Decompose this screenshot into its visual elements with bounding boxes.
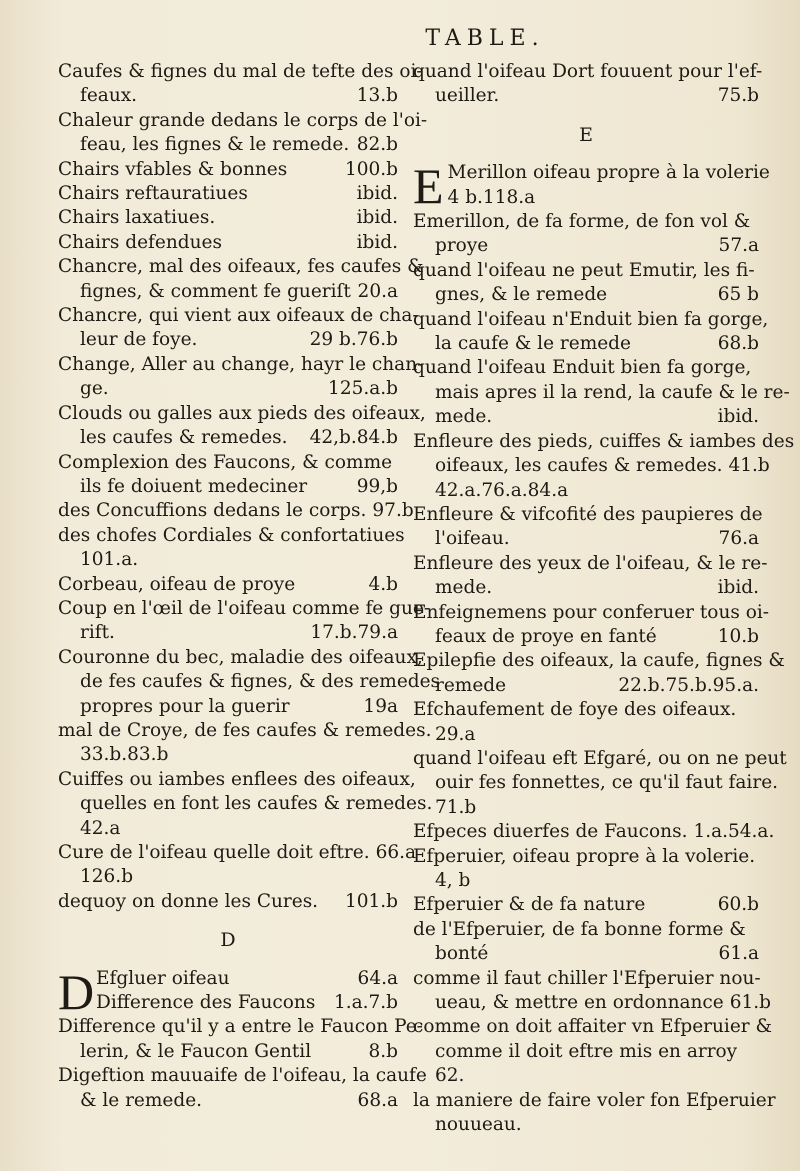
entry-line (448, 161, 776, 185)
entry-text: Emerillon, de fa forme, de fon vol & (413, 211, 751, 233)
entry-continuation-line (413, 869, 759, 893)
right-column (413, 60, 795, 1137)
entry-text: Efgluer oifeau (96, 967, 230, 989)
entry-text: mais apres il la rend, la caufe & le re- (435, 381, 790, 403)
index-entry (413, 747, 787, 820)
drop-cap-e: E (413, 158, 444, 215)
page-reference (761, 967, 767, 991)
entry-line (58, 719, 432, 743)
entry-text: la maniere de faire voler fon Efperuier (413, 1089, 776, 1111)
index-entry (58, 841, 417, 890)
entry-line (413, 356, 759, 380)
index-entry (58, 451, 398, 500)
entry-continuation-line (413, 1040, 759, 1064)
page-reference: 99,b (356, 475, 398, 497)
entry-line (413, 747, 787, 771)
entry-line (413, 820, 775, 844)
index-entry (413, 918, 759, 967)
page-reference: 76.a (718, 528, 759, 550)
entry-text: & le remede. (80, 1089, 203, 1111)
entry-text: Complexion des Faucons, & comme (58, 451, 393, 473)
entry-text: Chairs defendues (58, 231, 222, 253)
page-reference: 10.b (717, 625, 759, 647)
page-reference (767, 552, 773, 576)
page-reference (753, 796, 759, 820)
entry-text: ouir fes fonnettes, ce qu'il faut faire. (435, 772, 779, 794)
entry-continuation-line (413, 381, 790, 405)
page-reference: 65 b (717, 284, 759, 306)
entry-line (413, 918, 759, 942)
section-letter-e: E (579, 123, 593, 146)
entry-text: rift. (80, 622, 115, 644)
page-reference (790, 381, 796, 405)
page-reference (405, 524, 411, 548)
index-entry (413, 210, 759, 259)
entry-text: quelles en font les caufes & remedes. (80, 793, 433, 815)
entry-text: feaux de proye en fanté (435, 625, 657, 647)
index-entry (58, 890, 398, 914)
entry-line (58, 768, 416, 792)
entry-continuation-line (413, 942, 759, 966)
entry-continuation-line (58, 1089, 398, 1113)
entry-line (58, 524, 405, 548)
entry-text: fignes, & comment fe gueriſt (80, 280, 351, 302)
entry-text: 71.b (435, 796, 477, 818)
entry-text: oifeaux, les caufes & remedes. (435, 455, 723, 477)
entry-line (413, 503, 763, 527)
page-reference: 64.a (357, 967, 398, 989)
page-reference (392, 865, 398, 889)
entry-continuation-line (448, 186, 776, 210)
index-entry (58, 304, 419, 353)
index-entry (413, 430, 795, 503)
entry-text: 33.b.83.b (80, 744, 169, 766)
index-entry (96, 967, 398, 991)
entry-text: ueau, & mettre en ordonnance (435, 992, 724, 1014)
page-reference: 68.a (357, 1089, 398, 1111)
entry-text: gnes, & le remede (435, 284, 608, 306)
entry-text: Chairs reftauratiues (58, 183, 248, 205)
entry-continuation-line (413, 479, 759, 503)
entry-line (58, 158, 398, 182)
entry-continuation-line (58, 670, 441, 694)
entry-text: Merillon oifeau propre à la volerie (447, 162, 770, 184)
entry-continuation-line (58, 426, 398, 450)
index-entry (413, 60, 763, 109)
entry-line (413, 845, 759, 869)
entry-text: Efperuier, oifeau propre à la volerie. (413, 845, 756, 867)
entry-continuation-line (58, 328, 398, 352)
entry-text: comme il doit eftre mis en arroy (435, 1040, 738, 1062)
entry-continuation-line (58, 475, 398, 499)
entry-text: quand l'oifeau ne peut Emutir, les fi- (413, 259, 755, 281)
page-reference: 61.a (718, 943, 759, 965)
page-reference (755, 259, 761, 283)
entry-text: des Concuffions dedans le corps. (58, 500, 367, 522)
index-entry (413, 259, 759, 308)
entry-line (58, 1064, 427, 1088)
entry-text: feau, les fignes & le remede. (80, 134, 350, 156)
entry-line (58, 646, 423, 670)
entry-line (413, 308, 769, 332)
entry-text: mede. (435, 406, 493, 428)
entry-text: quand l'oifeau eft Efgaré, ou on ne peut (413, 747, 787, 769)
page-reference (785, 649, 791, 673)
index-entry (58, 353, 424, 402)
entry-text: Cuiffes ou iambes enflees des oifeaux, (58, 768, 416, 790)
entry-line (413, 60, 763, 84)
page-reference (392, 548, 398, 572)
index-entry (413, 1015, 772, 1088)
entry-text: Efpeces diuerfes de Faucons. (413, 821, 688, 843)
page-reference (776, 1089, 782, 1113)
entry-continuation-line (58, 865, 398, 889)
page-reference: 66.a (375, 842, 417, 863)
entry-text: nouueau. (435, 1114, 522, 1136)
index-entry (58, 231, 398, 255)
entry-continuation-line (413, 796, 759, 820)
entry-line (413, 210, 759, 234)
entry-text: 101.a. (80, 549, 139, 571)
entry-text: Couronne du bec, maladie des oifeaux, (58, 646, 423, 668)
page-reference (753, 1113, 759, 1137)
index-entry (413, 356, 790, 429)
entry-text: 29.a (435, 723, 476, 745)
entry-text: Difference des Faucons (96, 992, 316, 1014)
entry-text: quand l'oifeau Enduit bien fa gorge, (413, 357, 752, 379)
page-reference: 61.b (729, 992, 772, 1014)
entry-text: 126.b (80, 866, 134, 888)
page-reference: ibid. (717, 406, 759, 428)
index-entry (58, 524, 405, 573)
entry-line (413, 430, 795, 454)
page-reference: 97.b (372, 500, 414, 522)
page-reference (763, 503, 769, 527)
page-reference: 125.a.b (328, 378, 398, 400)
index-entry (413, 503, 763, 552)
entry-text: lerin, & le Faucon Gentil (80, 1040, 312, 1062)
entry-text: 42.a.76.a.84.a (435, 479, 569, 501)
entry-text: ge. (80, 378, 109, 400)
entry-line (58, 597, 431, 621)
entry-text: des chofes Cordiales & confortatiues (58, 524, 405, 546)
entry-text: bonté (435, 943, 489, 965)
entry-continuation-line (413, 674, 759, 698)
index-entry (58, 499, 414, 523)
page-reference (392, 451, 398, 475)
index-entry (413, 552, 768, 601)
entry-line (58, 109, 428, 133)
entry-text: Corbeau, oifeau de proye (58, 573, 296, 595)
drop-cap-d: D (58, 963, 95, 1020)
entry-text: Efperuier & de fa nature (413, 894, 646, 916)
entry-text: Digeftion mauuaife de l'oifeau, la caufe (58, 1065, 427, 1087)
entry-text: quand l'oifeau Dort fouuent pour l'ef- (413, 61, 763, 82)
entry-text: Efchaufement de foye des oifeaux. (413, 699, 737, 721)
entry-continuation-line (58, 548, 398, 572)
entry-text: Chancre, mal des oifeaux, fes caufes & (58, 256, 424, 278)
entries-e (413, 210, 795, 1137)
running-head: TABLE. (425, 26, 545, 51)
entry-text: ils fe doiuent medeciner (80, 475, 308, 497)
index-entry (413, 698, 759, 747)
entry-text: Enfleure des yeux de l'oifeau, & le re- (413, 552, 768, 574)
entries-e-first (448, 161, 776, 210)
index-entry (58, 158, 398, 182)
entry-text: Enfeignemens pour conferuer tous oi- (413, 601, 770, 623)
page-reference: ibid. (717, 577, 759, 599)
index-entry (58, 206, 398, 230)
entries-d (58, 1015, 427, 1113)
entry-continuation-line (58, 621, 398, 645)
entry-text: 4, b (435, 870, 471, 891)
entry-text: Chaleur grande dedans le corps de l'oi- (58, 109, 428, 131)
index-entry (96, 991, 398, 1015)
page-reference: 19a (363, 695, 398, 717)
entry-text: de fes caufes & fignes, & des remedes (80, 671, 441, 693)
index-entry (413, 601, 770, 650)
index-entry (413, 893, 759, 917)
entry-text: Epilepfie des oifeaux, la caufe, fignes & (413, 650, 785, 672)
entry-line (58, 1015, 423, 1039)
entries-c (58, 60, 441, 914)
entry-line (413, 893, 759, 917)
entry-text: Change, Aller au change, hayr le chan- (58, 353, 424, 375)
page-reference: 42,b.84.b (309, 427, 398, 449)
entry-line (58, 402, 426, 426)
page-reference (753, 698, 759, 722)
entry-continuation-line (413, 1064, 759, 1088)
entry-continuation-line (413, 405, 759, 429)
index-entry (58, 402, 426, 451)
entry-line (413, 698, 759, 722)
entry-line (58, 573, 398, 597)
page-reference (794, 430, 800, 454)
entry-text: comme on doit affaiter vn Efperuier & (413, 1016, 772, 1038)
page-reference: 75.b (717, 85, 759, 107)
page-reference (769, 601, 775, 625)
entry-continuation-line (58, 743, 398, 767)
entry-line (58, 353, 424, 377)
entry-continuation-line (413, 576, 759, 600)
page-reference (768, 308, 774, 332)
entry-line (58, 231, 398, 255)
entry-line (58, 841, 417, 865)
entry-continuation-line (58, 133, 398, 157)
index-entry (58, 255, 424, 304)
page-reference (753, 479, 759, 503)
entry-continuation-line (58, 817, 398, 841)
page-reference: 8.b (368, 1040, 398, 1062)
page-reference: 4.b (368, 573, 398, 595)
entry-line (58, 304, 419, 328)
entry-text: mal de Croye, de fes caufes & remedes. (58, 719, 432, 741)
entry-text: dequoy on donne les Cures. (58, 890, 319, 912)
entry-text: l'oifeau. (435, 528, 510, 550)
entry-text: la caufe & le remede (435, 333, 631, 355)
page-reference (753, 1040, 759, 1064)
index-entry (58, 597, 431, 646)
index-entry (58, 182, 398, 206)
page-reference (753, 356, 759, 380)
index-entry (413, 1089, 776, 1138)
page-reference (753, 1064, 759, 1088)
entry-text: de l'Efperuier, de fa bonne forme & (413, 918, 746, 940)
entry-text: feaux. (80, 85, 138, 107)
page-reference (762, 60, 768, 84)
entry-line (58, 890, 398, 914)
page-reference: 60.b (717, 894, 759, 916)
page-reference: 17.b.79.a (310, 622, 398, 644)
entry-line (413, 1089, 776, 1113)
entry-text: 62. (435, 1065, 465, 1087)
entry-line (58, 60, 423, 84)
entry-text: leur de foye. (80, 329, 198, 351)
index-entry (58, 646, 441, 719)
entry-line (96, 991, 398, 1015)
entry-continuation-line (58, 280, 398, 304)
entry-text: les caufes & remedes. (80, 427, 288, 449)
page-reference: 29 b.76.b (309, 329, 398, 351)
entry-text: Difference qu'il y a entre le Faucon Pe- (58, 1016, 423, 1038)
entry-text: comme il faut chiller l'Efperuier nou- (413, 967, 761, 989)
entries-d-continued (413, 60, 763, 109)
entries-d-first (96, 967, 398, 1016)
entry-text: Caufes & fignes du mal de tefte des oi- (58, 61, 423, 82)
page-reference (392, 817, 398, 841)
entry-text: 4 b.118.a (447, 186, 536, 208)
page-reference: ibid. (356, 231, 398, 253)
page-reference: 20.a (357, 280, 398, 302)
page-reference (770, 161, 776, 185)
entry-continuation-line (58, 1040, 398, 1064)
page-reference: ibid. (356, 207, 398, 229)
entry-text: Enfleure & vifcofité des paupieres de (413, 503, 763, 525)
section-letter-d: D (220, 929, 236, 952)
entry-continuation-line (413, 527, 759, 551)
page-reference: 100.b (344, 158, 398, 180)
page-reference: 1.a.54.a. (693, 821, 775, 843)
index-entry (413, 308, 769, 357)
entry-text: 42.a (80, 817, 121, 839)
index-entry (413, 967, 772, 1016)
entry-line (58, 499, 414, 523)
index-entry (58, 768, 433, 841)
page-reference (753, 210, 759, 234)
page-reference: 82.b (356, 134, 398, 156)
entry-text: Enfleure des pieds, cuiffes & iambes des (413, 430, 795, 452)
entry-text: remede (435, 674, 507, 696)
entry-continuation-line (413, 84, 759, 108)
entry-continuation-line (413, 1113, 759, 1137)
entry-text: Chancre, qui vient aux oifeaux de cha- (58, 305, 419, 327)
entry-text: proye (435, 235, 489, 257)
page-reference (753, 918, 759, 942)
entry-text: mede. (435, 577, 493, 599)
index-entry (58, 1064, 427, 1113)
entry-line (413, 552, 768, 576)
page-reference (753, 723, 759, 747)
entry-continuation-line (413, 771, 779, 795)
index-entry (58, 1015, 423, 1064)
entry-line (58, 451, 398, 475)
entry-line (58, 182, 398, 206)
page-reference (770, 186, 776, 210)
entry-continuation-line (413, 234, 759, 258)
entry-text: propres pour la guerir (80, 695, 290, 717)
entry-line (58, 206, 398, 230)
entry-continuation-line (413, 332, 759, 356)
entry-line (96, 967, 398, 991)
entry-continuation-line (58, 792, 433, 816)
page-reference (392, 743, 398, 767)
page-reference (778, 771, 784, 795)
entry-text: quand l'oifeau n'Enduit bien fa gorge, (413, 308, 769, 330)
entry-line (413, 967, 759, 991)
drop-cap-block-d (58, 963, 398, 1020)
index-entry (413, 845, 759, 894)
entry-line (413, 649, 785, 673)
page-reference: ibid. (356, 183, 398, 205)
entry-text: Coup en l'œil de l'oifeau comme fe gue- (58, 597, 431, 619)
index-entry (448, 161, 776, 210)
entry-continuation-line (413, 283, 759, 307)
entry-text: Clouds ou galles aux pieds des oifeaux, (58, 402, 426, 424)
entry-text: Chairs vfables & bonnes (58, 158, 288, 180)
page-reference (755, 845, 761, 869)
entry-continuation-line (413, 723, 759, 747)
entry-continuation-line (413, 625, 759, 649)
drop-cap-block-e (413, 158, 770, 215)
index-entry (58, 109, 428, 158)
index-entry (58, 60, 423, 109)
page-reference: 101.b (344, 890, 398, 912)
entry-text: Cure de l'oifeau quelle doit eftre. (58, 842, 370, 863)
entry-continuation-line (58, 695, 398, 719)
page-reference (787, 747, 793, 771)
page-reference (753, 869, 759, 893)
entry-continuation-line (58, 84, 398, 108)
page-reference: 68.b (717, 333, 759, 355)
page-reference: 57.a (718, 235, 759, 257)
entry-line (413, 601, 770, 625)
page-reference: 13.b (356, 85, 398, 107)
index-entry (413, 820, 775, 844)
page-reference (772, 1015, 778, 1039)
entry-line (413, 259, 759, 283)
page-reference: 1.a.7.b (333, 992, 398, 1014)
page-reference: 41.b (728, 455, 770, 477)
entry-continuation-line (413, 991, 772, 1015)
entry-continuation-line (413, 454, 770, 478)
entry-continuation-line (58, 377, 398, 401)
index-entry (58, 719, 432, 768)
entry-line (58, 255, 424, 279)
page-reference: 22.b.75.b.95.a. (618, 674, 759, 696)
entry-line (413, 1015, 772, 1039)
entry-text: Chairs laxatiues. (58, 207, 216, 229)
entry-text: ueiller. (435, 85, 500, 107)
index-entry (58, 573, 398, 597)
index-entry (413, 649, 785, 698)
left-column (58, 60, 441, 1113)
